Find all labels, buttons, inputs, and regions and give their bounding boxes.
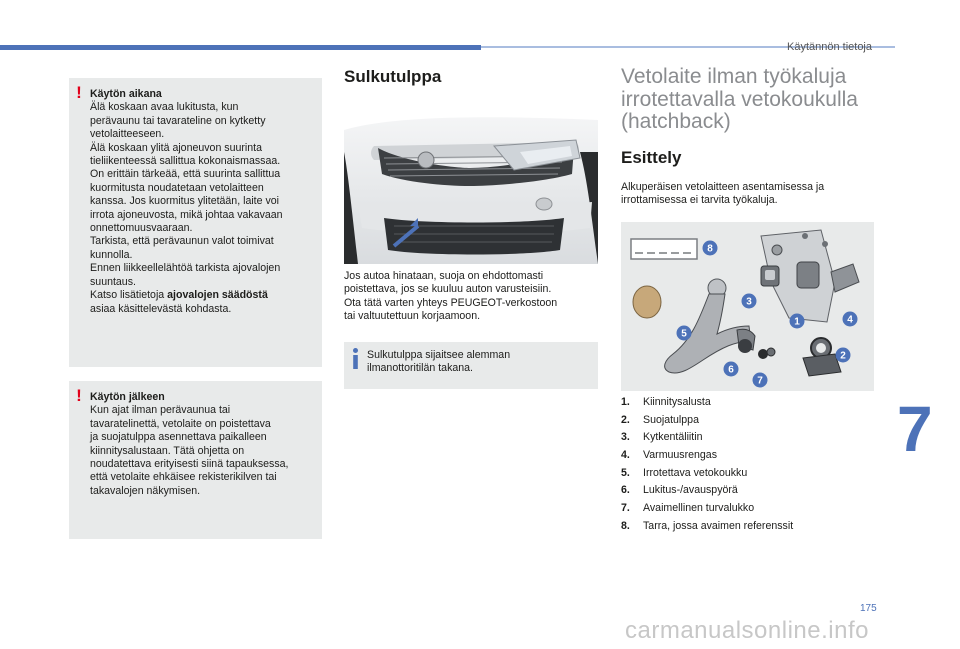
warning-line: asiaa käsittelevästä kohdasta. (90, 302, 232, 315)
parts-list (621, 395, 881, 537)
svg-text:8: 8 (707, 243, 713, 255)
list-item: 7. Avaimellinen turvalukko (621, 502, 755, 515)
warning-line: kuormitusta noudatetaan vetolaitteen (90, 181, 264, 194)
chapter-number: 7 (897, 393, 933, 465)
car-front-svg (344, 112, 598, 264)
section-heading-vetolaite (621, 66, 881, 134)
connector-socket (761, 266, 779, 286)
towbar-parts-diagram (621, 222, 874, 391)
callout-badge-7 (753, 373, 768, 388)
info-line: ilmanottoritilän takana. (367, 362, 473, 375)
towing-paragraph (344, 270, 600, 324)
car-front-illustration (344, 112, 598, 264)
callout-badge-1 (790, 314, 805, 329)
warning-icon: ! (76, 386, 82, 405)
warning-line: takavalojen näkymisen. (90, 484, 201, 497)
warning-line: On erittäin tärkeää, että suurinta sallittua (90, 168, 281, 181)
key-reference-label (631, 239, 697, 259)
heading-line: Vetolaite ilman työkaluja (621, 65, 847, 88)
svg-text:1: 1 (794, 316, 800, 328)
subheading-esittely: Esittely (621, 148, 682, 167)
warning-line: onnettomuusvaaraan. (90, 222, 193, 235)
svg-text:4: 4 (847, 314, 853, 326)
info-icon (352, 348, 359, 369)
warning-reference (90, 289, 314, 302)
protective-plug (803, 354, 841, 376)
paragraph-line: poistettava, jos se kuuluu auton varusteisiin. (344, 283, 552, 296)
list-item: 5. Irrotettava vetokoukku (621, 466, 748, 479)
warning-line: kunnolla. (90, 248, 133, 261)
locking-wheel (758, 348, 775, 359)
warning-line: noudatettava erityisesti siinä tapauksessa, (90, 458, 289, 471)
warning-line: kiinnitysalustaan. Tätä ohjetta on (90, 444, 245, 457)
callout-badge-5 (677, 326, 692, 341)
warning-line: Älä koskaan ylitä ajoneuvon suurinta (90, 141, 262, 154)
warning-line: ja suojatulppa asennettava paikalleen (90, 431, 267, 444)
callout-badge-6 (724, 362, 739, 377)
warning-line: vetolaitteeseen. (90, 128, 165, 141)
paragraph-line: Ota tätä varten yhteys PEUGEOT-verkostoon (344, 296, 558, 309)
info-line: Sulkutulppa sijaitsee alemman (367, 349, 511, 361)
warning-title: Käytön aikana (90, 88, 162, 100)
page-number: 175 (860, 603, 877, 614)
warning-box-after (69, 381, 322, 539)
header-bar (0, 45, 481, 50)
list-item: 1. Kiinnitysalusta (621, 396, 711, 408)
warning-line: Älä koskaan avaa lukitusta, kun (90, 101, 239, 114)
callout-badge-3 (742, 294, 757, 309)
warning-line: että vetolaite ehkäisee rekisterikilven tai (90, 471, 277, 484)
warning-title: Käytön jälkeen (90, 391, 165, 403)
warning-line: perävaunu tai tavarateline on kytketty (90, 114, 266, 127)
paragraph-line: Jos autoa hinataan, suoja on ehdottomasti (344, 270, 544, 282)
info-box (344, 342, 598, 389)
warning-icon: ! (76, 83, 82, 102)
callout-badge-8 (703, 241, 718, 256)
svg-text:2: 2 (840, 350, 846, 362)
svg-text:7: 7 (757, 375, 763, 387)
warning-line: tavaratelinettä, vetolaite on poistettava (90, 417, 271, 430)
warning-line: Tarkista, että perävaunun valot toimivat (90, 235, 274, 248)
intro-line: irrottamisessa ei tarvita työkaluja. (621, 194, 778, 207)
callout-badge-2 (836, 348, 851, 363)
warning-line: suuntaus. (90, 275, 136, 288)
paragraph-line: tai valtuutettuun korjaamoon. (344, 310, 481, 323)
running-head: Käytännön tietoja (786, 41, 872, 53)
warning-line: irrota ajoneuvosta, mikä johtaa vakavaan (90, 208, 283, 221)
warning-box-use (69, 78, 322, 367)
heading-line: (hatchback) (621, 110, 731, 133)
reference-link-headlamp-adjustment[interactable]: ajovalojen säädöstä (167, 289, 268, 302)
warning-line: kanssa. Jos kuormitus ylitetään, laite voi (90, 195, 280, 208)
reference-prefix: Katso lisätietoja (90, 289, 168, 302)
warning-line: Kun ajat ilman perävaunua tai (90, 404, 231, 417)
list-item: 4. Varmuusrengas (621, 449, 717, 462)
svg-text:5: 5 (681, 328, 687, 340)
list-item: 3. Kytkentäliitin (621, 431, 703, 444)
callout-badge-4 (843, 312, 858, 327)
list-item: 8. Tarra, jossa avaimen referenssit (621, 519, 794, 532)
intro-line: Alkuperäisen vetolaitteen asentamisessa ja (621, 181, 825, 193)
removable-towball (633, 279, 755, 373)
warning-line: Ennen liikkeellelähtöä tarkista ajovalojen (90, 262, 281, 275)
list-item: 2. Suojatulppa (621, 413, 699, 426)
watermark: carmanualsonline.info (625, 617, 869, 644)
intro-paragraph (621, 181, 873, 208)
section-heading-sulkutulppa: Sulkutulppa (344, 67, 442, 86)
svg-text:3: 3 (746, 296, 752, 308)
svg-text:6: 6 (728, 364, 734, 376)
towbar-parts-svg (621, 222, 874, 391)
warning-line: tieliikenteessä sallittua kokonaismassaa. (90, 155, 281, 168)
list-item: 6. Lukitus-/avauspyörä (621, 484, 738, 497)
heading-line: irrotettavalla vetokoukulla (621, 87, 858, 111)
